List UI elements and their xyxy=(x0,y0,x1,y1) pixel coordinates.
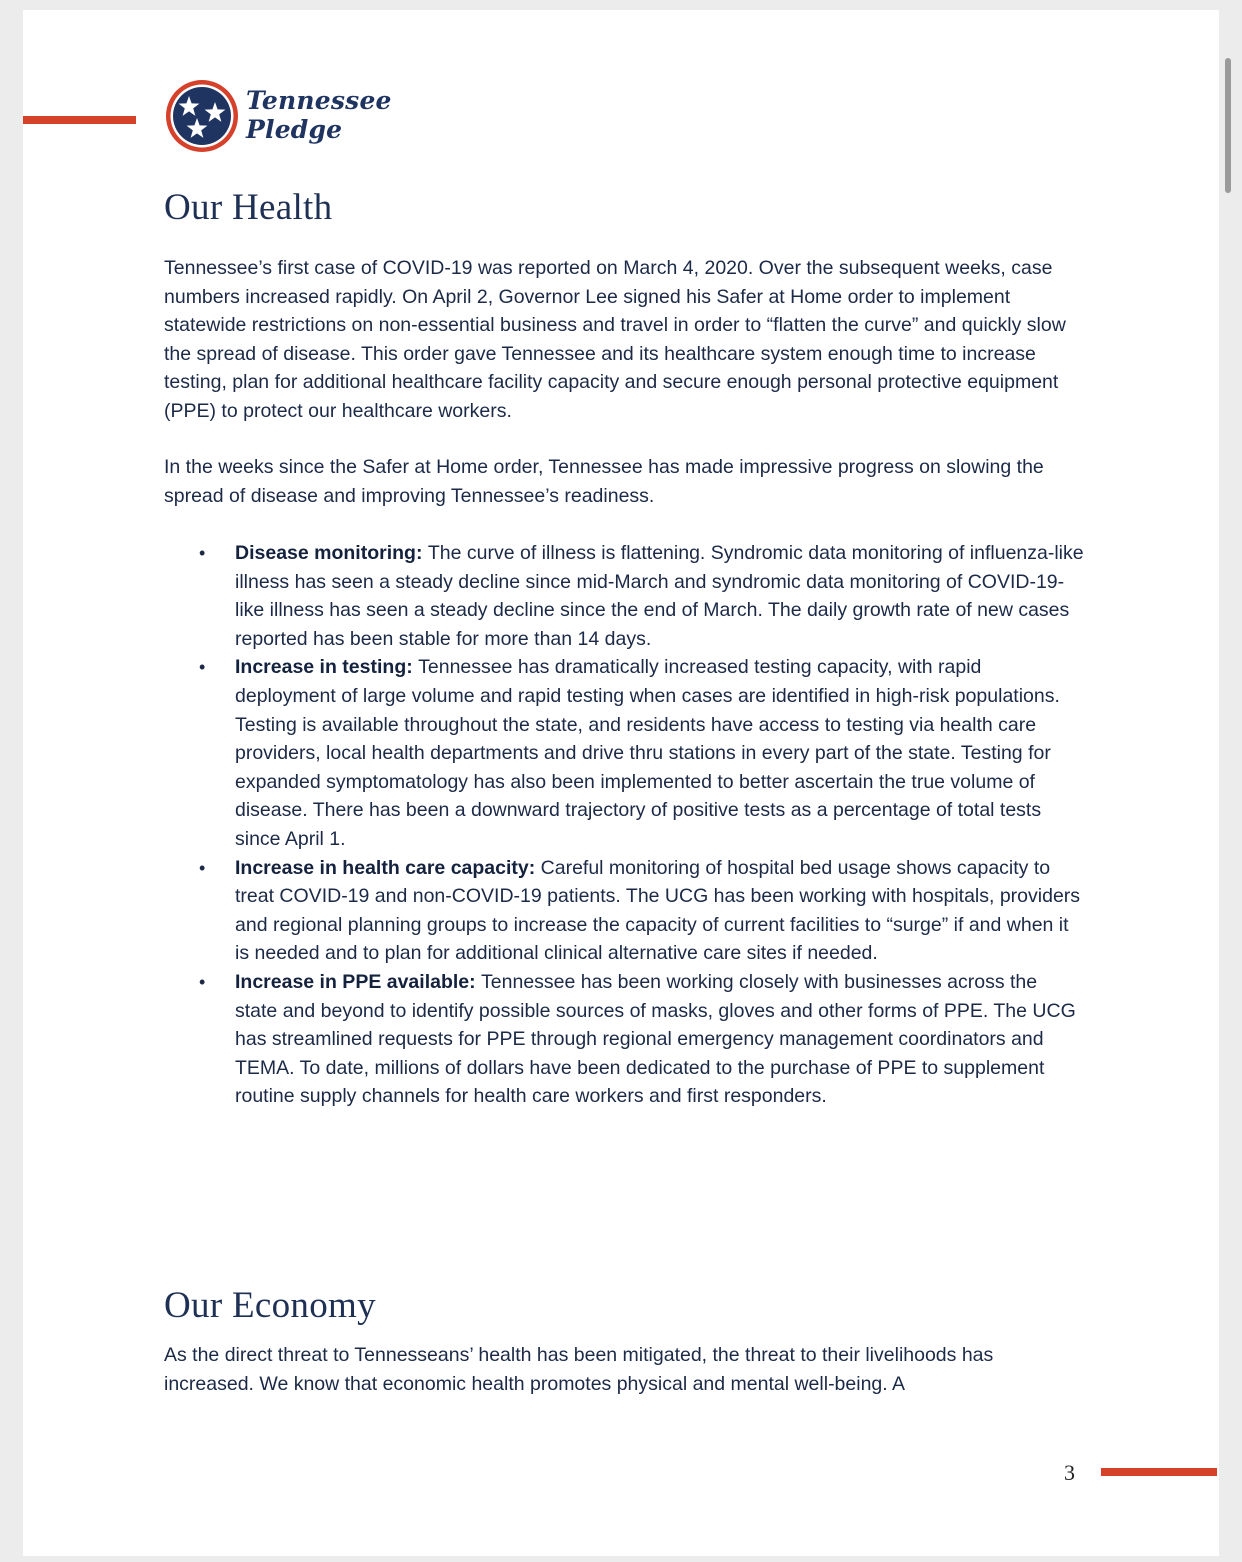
heading-our-economy: Our Economy xyxy=(164,1285,376,1326)
list-item-text: The curve of illness is flattening. Syndromic data monitoring of influenza-like illness has seen a steady decline since mid-March and syndromic data monitoring of COVID-19-like illness has seen a steady decline since the end of March. The daily growth rate of new cases reported has been stable for more than 14 days. xyxy=(235,542,1084,650)
list-item-text: Careful monitoring of hospital bed usage shows capacity to treat COVID-19 and non-COVID-19 patients. The UCG has been working with hospitals, providers and regional planning groups to increase the capacity of current facilities to “surge” if and when it is needed and to plan for additional clinical alternative care sites if needed. xyxy=(235,856,1081,965)
list-item-text: Tennessee has dramatically increased testing capacity, with rapid deployment of large volume and rapid testing when cases are identified in high-risk populations. Testing is available throughout the state, and residents have access to testing via health care providers, local health departments and drive thru stations in every part of the state. Testing for expanded symptomatology has also been implemented to better ascertain the true volume of disease. There has been a downward trajectory of positive tests as a percentage of total tests since April 1. xyxy=(235,656,1060,850)
heading-our-health: Our Health xyxy=(164,187,333,228)
left-accent-bar xyxy=(23,116,136,124)
list-item-label: Increase in testing: xyxy=(235,656,419,679)
right-accent-bar xyxy=(1101,1468,1217,1476)
tristar-logo-icon xyxy=(164,78,240,154)
list-item-text: Tennessee has been working closely with businesses across the state and beyond to identify possible sources of masks, gloves and other forms of PPE. The UCG has streamlined requests for PPE through regional emergency management coordinators and TEMA. To date, millions of dollars have been dedicated to the purchase of PPE to supplement routine supply channels for health care workers and first responders. xyxy=(235,970,1076,1108)
health-progress-list xyxy=(164,539,1084,1111)
logo-wordmark xyxy=(246,86,392,144)
bullet-icon: • xyxy=(199,971,206,992)
logo-line-2: Pledge xyxy=(246,115,343,144)
document-page xyxy=(23,10,1219,1556)
list-item-label: Increase in health care capacity: xyxy=(235,856,541,879)
bullet-icon: • xyxy=(199,657,206,678)
tennessee-pledge-logo xyxy=(164,78,424,158)
list-item-label: Disease monitoring: xyxy=(235,542,428,564)
vertical-scrollbar[interactable] xyxy=(1225,58,1231,193)
health-paragraph-1: Tennessee’s first case of COVID-19 was reported on March 4, 2020. Over the subsequent weeks, case numbers increased rapidly. On April 2, Governor Lee signed his Safer at Home order to implement statewide restrictions on non-essential business and travel in order to “flatten the curve” and quickly slow the spread of disease. This order gave Tennessee and its healthcare system enough time to increase testing, plan for additional healthcare facility capacity and secure enough personal protective equipment (PPE) to protect our healthcare workers. xyxy=(164,257,1066,422)
list-item-disease-monitoring xyxy=(164,539,1084,653)
health-paragraph-2: In the weeks since the Safer at Home order, Tennessee has made impressive progress on slowing the spread of disease and improving Tennessee’s readiness. xyxy=(164,456,1044,507)
economy-paragraph-1: As the direct threat to Tennesseans’ health has been mitigated, the threat to their livelihoods has increased. We know that economic health promotes physical and mental well-being. A xyxy=(164,1344,994,1395)
logo-line-1: Tennessee xyxy=(246,86,392,115)
list-item-label: Increase in PPE available: xyxy=(235,970,482,993)
bullet-icon: • xyxy=(199,543,206,563)
list-item-testing xyxy=(164,653,1084,853)
list-item-ppe xyxy=(164,968,1084,1111)
list-item-health-care-capacity xyxy=(164,854,1084,968)
bullet-icon: • xyxy=(199,857,206,878)
page-number: 3 xyxy=(1064,1460,1075,1485)
